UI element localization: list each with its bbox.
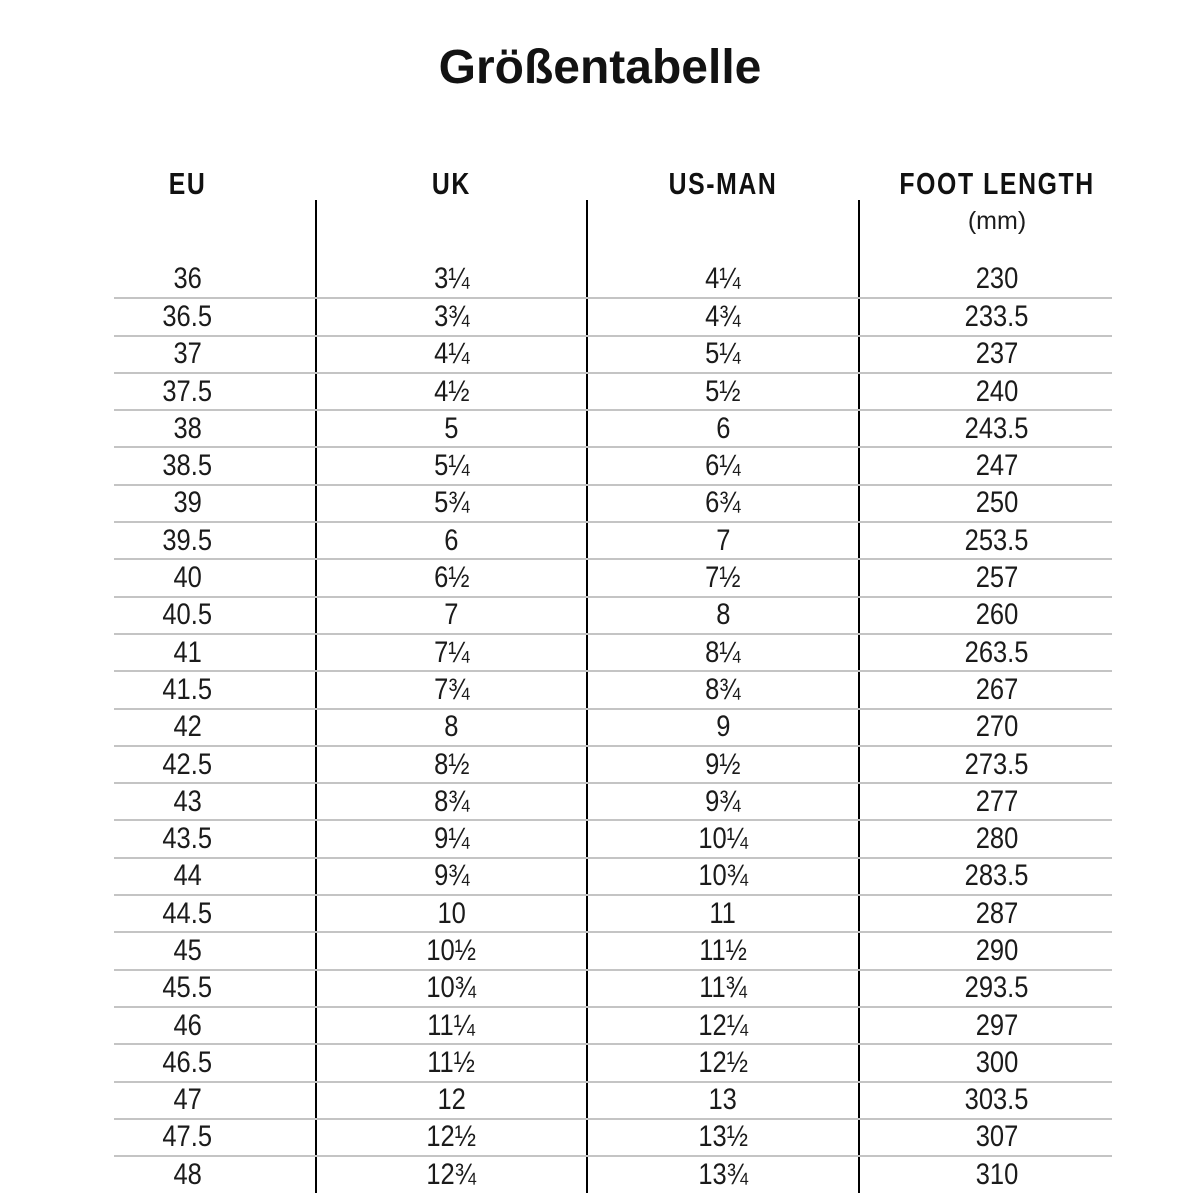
cell-foot-length: 297 bbox=[975, 1008, 1019, 1042]
cell-foot-length: 253.5 bbox=[965, 523, 1029, 557]
cell-us-man: 9½ bbox=[705, 747, 741, 781]
cell-foot-length: 263.5 bbox=[965, 635, 1029, 669]
cell-eu: 48 bbox=[173, 1157, 202, 1191]
cell-us-man: 10¾ bbox=[698, 859, 748, 893]
cell-us-man: 13¾ bbox=[698, 1157, 748, 1191]
table-row bbox=[114, 596, 1112, 633]
cell-foot-length: 303.5 bbox=[965, 1083, 1029, 1117]
cell-eu: 45 bbox=[173, 933, 202, 967]
table-row bbox=[114, 1155, 1112, 1192]
cell-us-man: 12½ bbox=[698, 1045, 748, 1079]
cell-foot-length: 257 bbox=[975, 561, 1019, 595]
cell-uk: 4½ bbox=[433, 374, 470, 408]
cell-uk: 6½ bbox=[433, 561, 470, 595]
cell-foot-length: 300 bbox=[975, 1045, 1019, 1079]
table-row bbox=[114, 969, 1112, 1006]
cell-eu: 37 bbox=[173, 337, 202, 371]
cell-eu: 43 bbox=[173, 784, 202, 818]
cell-eu: 36.5 bbox=[162, 299, 213, 333]
foot-length-unit-label: (mm) bbox=[967, 207, 1027, 235]
cell-eu: 46 bbox=[173, 1008, 202, 1042]
table-row bbox=[114, 260, 1112, 297]
cell-foot-length: 250 bbox=[975, 486, 1019, 520]
table-row bbox=[114, 335, 1112, 372]
cell-us-man: 11½ bbox=[699, 933, 747, 967]
cell-us-man: 9¾ bbox=[705, 784, 741, 818]
cell-uk: 12 bbox=[437, 1083, 466, 1117]
cell-us-man: 5½ bbox=[705, 374, 741, 408]
cell-eu: 41.5 bbox=[162, 672, 213, 706]
cell-us-man: 9 bbox=[715, 710, 731, 744]
table-row bbox=[114, 1043, 1112, 1080]
cell-eu: 42 bbox=[173, 710, 202, 744]
cell-us-man: 8¼ bbox=[705, 635, 741, 669]
cell-foot-length: 247 bbox=[975, 449, 1019, 483]
cell-eu: 47.5 bbox=[162, 1120, 213, 1154]
cell-foot-length: 307 bbox=[975, 1120, 1019, 1154]
cell-uk: 10½ bbox=[426, 933, 477, 967]
cell-eu: 43.5 bbox=[162, 822, 213, 856]
cell-eu: 47 bbox=[173, 1083, 202, 1117]
table-row bbox=[114, 931, 1112, 968]
cell-uk: 11¼ bbox=[427, 1008, 476, 1042]
cell-us-man: 6¾ bbox=[705, 486, 741, 520]
cell-us-man: 11 bbox=[709, 896, 737, 930]
table-row bbox=[114, 782, 1112, 819]
cell-uk: 8 bbox=[444, 710, 459, 744]
cell-foot-length: 230 bbox=[975, 261, 1019, 295]
cell-uk: 3¼ bbox=[433, 261, 470, 295]
table-row bbox=[114, 894, 1112, 931]
cell-eu: 41 bbox=[173, 635, 202, 669]
cell-us-man: 13½ bbox=[698, 1120, 748, 1154]
table-header-row bbox=[114, 168, 1112, 200]
table-row bbox=[114, 484, 1112, 521]
cell-us-man: 12¼ bbox=[698, 1008, 748, 1042]
cell-foot-length: 267 bbox=[975, 672, 1019, 706]
cell-uk: 5¼ bbox=[433, 449, 470, 483]
cell-eu: 37.5 bbox=[162, 374, 213, 408]
table-row bbox=[114, 1006, 1112, 1043]
cell-uk: 11½ bbox=[427, 1045, 476, 1079]
cell-foot-length: 287 bbox=[975, 896, 1019, 930]
cell-us-man: 7 bbox=[715, 523, 731, 557]
cell-uk: 7¼ bbox=[433, 635, 470, 669]
table-row bbox=[114, 708, 1112, 745]
cell-foot-length: 243.5 bbox=[965, 411, 1029, 445]
cell-foot-length: 280 bbox=[975, 822, 1019, 856]
column-header-uk: UK bbox=[431, 166, 472, 201]
cell-us-man: 13 bbox=[708, 1083, 738, 1117]
cell-us-man: 8¾ bbox=[705, 672, 741, 706]
table-row bbox=[114, 521, 1112, 558]
cell-foot-length: 290 bbox=[975, 933, 1019, 967]
cell-eu: 42.5 bbox=[162, 747, 213, 781]
cell-eu: 44 bbox=[173, 859, 202, 893]
cell-foot-length: 260 bbox=[975, 598, 1019, 632]
cell-uk: 12¾ bbox=[426, 1157, 477, 1191]
cell-uk: 7 bbox=[444, 598, 459, 632]
cell-eu: 39.5 bbox=[162, 523, 213, 557]
page-title: Größentabelle bbox=[438, 41, 762, 94]
table-row bbox=[114, 670, 1112, 707]
column-header-foot-length: FOOT LENGTH bbox=[899, 166, 1095, 201]
cell-us-man: 11¾ bbox=[699, 971, 747, 1005]
column-header-eu: EU bbox=[168, 166, 207, 201]
cell-uk: 9¾ bbox=[433, 859, 470, 893]
cell-uk: 8¾ bbox=[433, 784, 470, 818]
cell-foot-length: 277 bbox=[975, 784, 1019, 818]
cell-uk: 9¼ bbox=[433, 822, 470, 856]
table-subheader-row bbox=[114, 207, 1112, 235]
table-row bbox=[114, 297, 1112, 334]
cell-us-man: 5¼ bbox=[705, 337, 741, 371]
cell-eu: 46.5 bbox=[162, 1045, 213, 1079]
table-row bbox=[114, 558, 1112, 595]
table-row bbox=[114, 1118, 1112, 1155]
cell-foot-length: 233.5 bbox=[965, 299, 1029, 333]
table-row bbox=[114, 446, 1112, 483]
cell-uk: 12½ bbox=[426, 1120, 477, 1154]
cell-uk: 8½ bbox=[433, 747, 470, 781]
cell-foot-length: 270 bbox=[975, 710, 1019, 744]
table-row bbox=[114, 819, 1112, 856]
cell-us-man: 7½ bbox=[705, 561, 741, 595]
cell-foot-length: 310 bbox=[975, 1157, 1019, 1191]
cell-foot-length: 273.5 bbox=[965, 747, 1029, 781]
table-row bbox=[114, 409, 1112, 446]
table-row bbox=[114, 633, 1112, 670]
column-header-us-man: US-MAN bbox=[668, 166, 778, 201]
cell-us-man: 6¼ bbox=[705, 449, 741, 483]
table-row bbox=[114, 745, 1112, 782]
cell-uk: 7¾ bbox=[433, 672, 470, 706]
cell-eu: 39 bbox=[173, 486, 202, 520]
cell-uk: 10¾ bbox=[426, 971, 477, 1005]
cell-us-man: 6 bbox=[715, 411, 731, 445]
cell-us-man: 10¼ bbox=[698, 822, 748, 856]
table-row bbox=[114, 1081, 1112, 1118]
cell-foot-length: 237 bbox=[975, 337, 1019, 371]
cell-us-man: 8 bbox=[715, 598, 731, 632]
cell-uk: 4¼ bbox=[433, 337, 470, 371]
table-rows bbox=[114, 260, 1112, 1192]
size-table bbox=[114, 160, 1112, 1196]
cell-uk: 3¾ bbox=[433, 299, 470, 333]
cell-eu: 44.5 bbox=[162, 896, 213, 930]
cell-foot-length: 293.5 bbox=[965, 971, 1029, 1005]
cell-eu: 38.5 bbox=[162, 449, 213, 483]
table-row bbox=[114, 857, 1112, 894]
cell-uk: 10 bbox=[437, 896, 466, 930]
cell-uk: 5 bbox=[444, 411, 459, 445]
cell-eu: 40.5 bbox=[162, 598, 213, 632]
cell-eu: 36 bbox=[173, 261, 202, 295]
cell-uk: 6 bbox=[444, 523, 459, 557]
cell-eu: 38 bbox=[173, 411, 202, 445]
cell-foot-length: 283.5 bbox=[965, 859, 1029, 893]
table-row bbox=[114, 372, 1112, 409]
cell-foot-length: 240 bbox=[975, 374, 1019, 408]
cell-us-man: 4¼ bbox=[705, 261, 741, 295]
cell-eu: 40 bbox=[173, 561, 202, 595]
cell-uk: 5¾ bbox=[433, 486, 470, 520]
cell-eu: 45.5 bbox=[162, 971, 213, 1005]
cell-us-man: 4¾ bbox=[705, 299, 741, 333]
